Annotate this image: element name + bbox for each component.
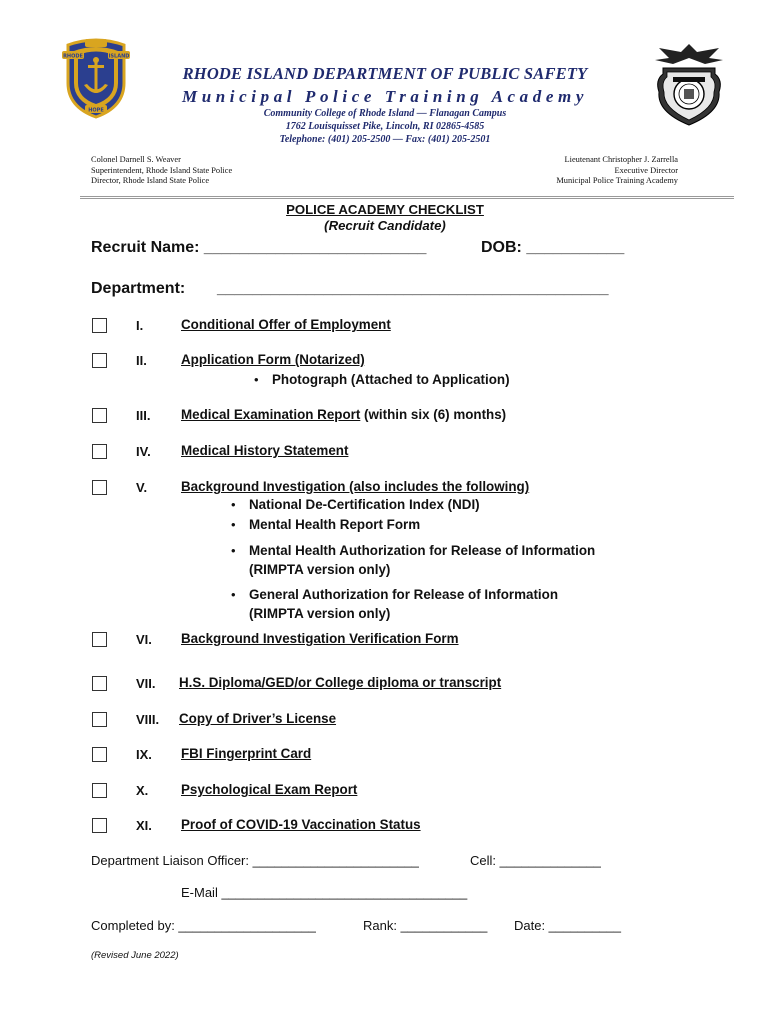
- rank-field[interactable]: Rank: ____________: [363, 918, 488, 933]
- completed-by-field[interactable]: Completed by: ___________________: [91, 918, 316, 933]
- checkbox-item-4[interactable]: [92, 444, 107, 459]
- seal-left-text-island: ISLAND: [108, 53, 130, 60]
- item-number: XI.: [136, 818, 152, 833]
- header-divider-2: [80, 198, 734, 199]
- cell-field[interactable]: Cell: ______________: [470, 853, 601, 868]
- item-background-investigation: [181, 479, 529, 494]
- department-label: Department:: [91, 280, 186, 297]
- item-psych-exam: [181, 782, 357, 797]
- item-label: Medical History Statement: [181, 443, 349, 458]
- bullet-icon: •: [254, 372, 259, 387]
- item-label: Medical Examination Report: [181, 407, 361, 422]
- item-label: Proof of COVID-19 Vaccination Status: [181, 817, 421, 832]
- header-divider: [80, 196, 734, 197]
- contact-right-name: Lieutenant Christopher J. Zarrella: [564, 155, 678, 164]
- item-label: Application Form (Notarized): [181, 352, 365, 367]
- checkbox-item-5[interactable]: [92, 480, 107, 495]
- item-label: Conditional Offer of Employment: [181, 317, 391, 332]
- item-extra: (within six (6) months): [360, 407, 507, 422]
- department-title: RHODE ISLAND DEPARTMENT OF PUBLIC SAFETY: [182, 64, 588, 83]
- item-number: VI.: [136, 632, 152, 647]
- address-line: 1762 Louisquisset Pike, Lincoln, RI 02865-4585: [285, 121, 485, 132]
- item-number: I.: [136, 318, 144, 333]
- campus-line: Community College of Rhode Island — Flanagan Campus: [263, 108, 507, 119]
- checkbox-item-8[interactable]: [92, 712, 107, 727]
- item-number: X.: [136, 783, 149, 798]
- item-diploma: [179, 675, 501, 690]
- item-application-form: [181, 352, 365, 367]
- item-drivers-license: [179, 711, 336, 726]
- email-field[interactable]: E-Mail __________________________________: [181, 885, 468, 900]
- sub-item-general-auth-note: (RIMPTA version only): [249, 606, 391, 621]
- phone-line: Telephone: (401) 205-2500 — Fax: (401) 205-2501: [279, 134, 491, 145]
- item-label: FBI Fingerprint Card: [181, 746, 312, 761]
- item-number: III.: [136, 408, 151, 423]
- seal-left-text-state: RHODE: [63, 53, 83, 60]
- item-label: Background Investigation (also includes the following): [181, 479, 530, 494]
- item-number: VII.: [136, 676, 156, 691]
- item-label: Psychological Exam Report: [181, 782, 358, 797]
- contact-right-title1: Executive Director: [614, 165, 678, 175]
- superintendent-contact: [91, 155, 232, 187]
- seal-left-text-hope: HOPE: [88, 107, 104, 114]
- recruit-name-field[interactable]: Recruit Name: _________________________: [91, 239, 427, 256]
- sub-item-mental-auth: Mental Health Authorization for Release of Information: [249, 543, 596, 558]
- item-conditional-offer: [181, 317, 391, 332]
- bullet-icon: •: [231, 497, 236, 512]
- bullet-icon: •: [231, 543, 236, 558]
- checkbox-item-1[interactable]: [92, 318, 107, 333]
- checkbox-item-6[interactable]: [92, 632, 107, 647]
- item-number: IX.: [136, 747, 152, 762]
- item-number: II.: [136, 353, 147, 368]
- bullet-icon: •: [231, 587, 236, 602]
- contact-right-title2: Municipal Police Training Academy: [556, 176, 678, 185]
- item-label: Background Investigation Verification Form: [181, 631, 459, 646]
- checkbox-item-10[interactable]: [92, 783, 107, 798]
- item-number: VIII.: [136, 712, 160, 727]
- sub-item-mental-auth-note: (RIMPTA version only): [249, 562, 391, 577]
- bullet-icon: •: [231, 517, 236, 532]
- contact-left-title1: Superintendent, Rhode Island State Police: [91, 165, 233, 175]
- department-field[interactable]: ____________________________________________: [217, 280, 609, 297]
- checkbox-item-7[interactable]: [92, 676, 107, 691]
- checkbox-item-9[interactable]: [92, 747, 107, 762]
- academy-name: Municipal Police Training Academy: [181, 87, 588, 106]
- sub-item-ndi: National De-Certification Index (NDI): [249, 497, 480, 512]
- contact-left-title2: Director, Rhode Island State Police: [91, 176, 210, 185]
- contact-left-name: Colonel Darnell S. Weaver: [91, 155, 181, 164]
- checklist-title: POLICE ACADEMY CHECKLIST: [286, 202, 484, 217]
- liaison-officer-field[interactable]: Department Liaison Officer: _______________________: [91, 853, 419, 868]
- dob-field[interactable]: DOB: ___________: [481, 239, 625, 256]
- item-number: IV.: [136, 444, 151, 459]
- date-field[interactable]: Date: __________: [514, 918, 621, 933]
- item-covid-vaccination: [181, 817, 421, 832]
- sub-item-mental-report: Mental Health Report Form: [249, 517, 421, 532]
- checkbox-item-2[interactable]: [92, 353, 107, 368]
- sub-item-general-auth: General Authorization for Release of Information: [249, 587, 559, 602]
- item-medical-exam: [181, 407, 506, 422]
- revision-note: (Revised June 2022): [91, 950, 179, 961]
- checklist-subtitle: (Recruit Candidate): [324, 218, 446, 233]
- checkbox-item-3[interactable]: [92, 408, 107, 423]
- item-medical-history: [181, 443, 348, 458]
- item-label: H.S. Diploma/GED/or College diploma or transcript: [179, 675, 502, 690]
- director-contact: [556, 155, 678, 187]
- item-fingerprint-card: [181, 746, 311, 761]
- checkbox-item-11[interactable]: [92, 818, 107, 833]
- item-number: V.: [136, 480, 148, 495]
- sub-item-photograph: Photograph (Attached to Application): [272, 372, 510, 387]
- item-background-verification: [181, 631, 459, 646]
- item-label: Copy of Driver’s License: [179, 711, 337, 726]
